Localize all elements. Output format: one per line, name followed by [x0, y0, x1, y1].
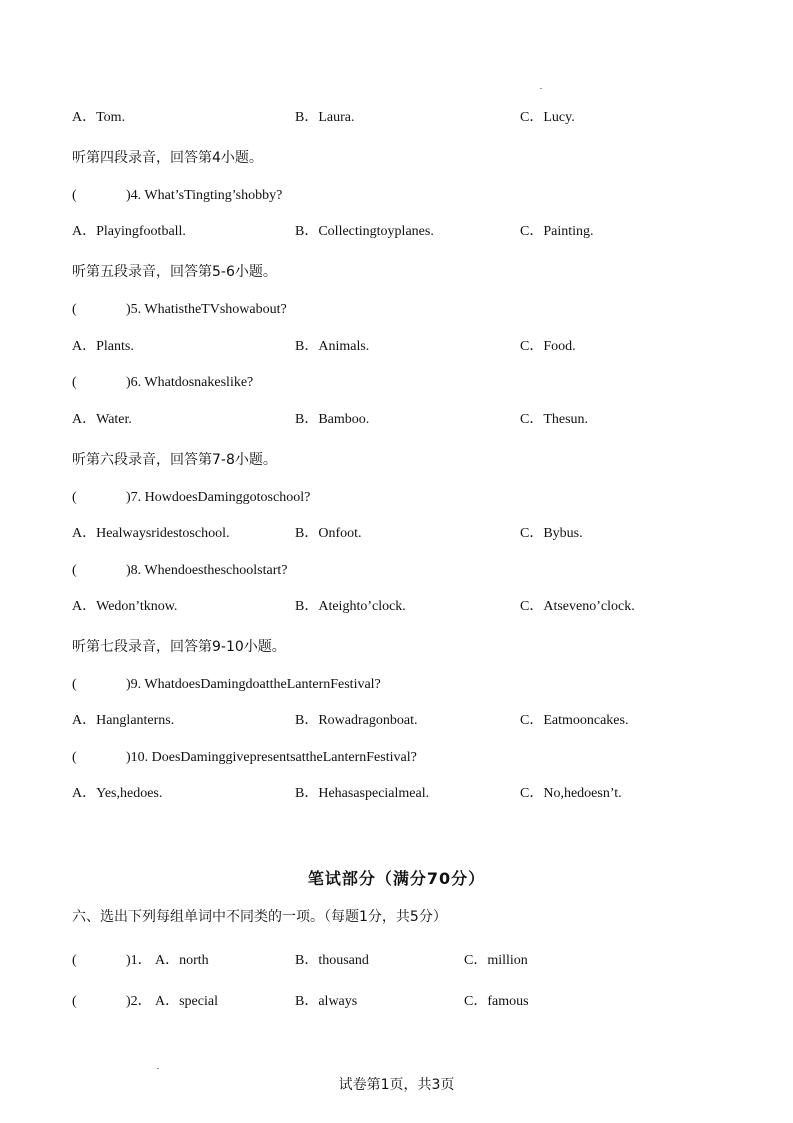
option-a[interactable]: A．Plants.	[72, 339, 134, 354]
section-heading: 听第七段录音，回答第9-10小题。	[72, 639, 286, 655]
option-a[interactable]: A．Healwaysridestoschool.	[72, 526, 230, 541]
option-a[interactable]: A．Tom.	[72, 110, 126, 125]
question-number: )1．	[126, 953, 152, 968]
question-text: )8. Whendoestheschoolstart?	[126, 563, 288, 578]
option-c[interactable]: C．Eatmooncakes.	[520, 713, 629, 728]
written-section-title: 笔试部分（满分70分）	[307, 869, 486, 888]
q5-options	[0, 337, 793, 357]
option-a[interactable]: A．Hanglanterns.	[72, 713, 175, 728]
question-10	[0, 748, 793, 768]
word-c[interactable]: C．famous	[464, 994, 529, 1009]
section-heading: 听第四段录音，回答第4小题。	[72, 150, 263, 166]
question-text: )7. HowdoesDaminggotoschool?	[126, 490, 311, 505]
option-c[interactable]: C．Thesun.	[520, 412, 589, 427]
question-8	[0, 561, 793, 581]
answer-blank[interactable]: (	[72, 750, 77, 765]
option-c[interactable]: C．Food.	[520, 339, 576, 354]
option-b[interactable]: B．Ateighto’clock.	[295, 599, 406, 614]
question-text: )9. WhatdoesDamingdoattheLanternFestival?	[126, 677, 381, 692]
option-a[interactable]: A．Playingfootball.	[72, 224, 186, 239]
speck	[540, 88, 542, 89]
answer-blank[interactable]: (	[72, 490, 77, 505]
answer-blank[interactable]: (	[72, 375, 77, 390]
option-c[interactable]: C．No,hedoesn’t.	[520, 786, 622, 801]
option-b[interactable]: B．Laura.	[295, 110, 355, 125]
question-9	[0, 675, 793, 695]
part6-question-1	[0, 951, 793, 971]
word-c[interactable]: C．million	[464, 953, 528, 968]
word-b[interactable]: B．always	[295, 994, 358, 1009]
q6-options	[0, 410, 793, 430]
question-text: )10. DoesDaminggivepresentsattheLanternFestival?	[126, 750, 417, 765]
question-6	[0, 373, 793, 393]
q10-options	[0, 784, 793, 804]
option-c[interactable]: C．Lucy.	[520, 110, 575, 125]
option-b[interactable]: B．Bamboo.	[295, 412, 370, 427]
question-number: )2．	[126, 994, 152, 1009]
section-heading: 听第六段录音，回答第7-8小题。	[72, 452, 277, 468]
question-4	[0, 186, 793, 206]
answer-blank[interactable]: (	[72, 302, 77, 317]
option-b[interactable]: B．Rowadragonboat.	[295, 713, 418, 728]
q4-options	[0, 222, 793, 242]
option-a[interactable]: A．Wedon’tknow.	[72, 599, 178, 614]
q8-options	[0, 597, 793, 617]
question-7	[0, 488, 793, 508]
option-b[interactable]: B．Hehasaspecialmeal.	[295, 786, 430, 801]
option-b[interactable]: B．Animals.	[295, 339, 370, 354]
question-text: )4. What’sTingting’shobby?	[126, 188, 283, 203]
q3-options	[0, 108, 793, 128]
question-5	[0, 300, 793, 320]
answer-blank[interactable]: (	[72, 188, 77, 203]
q9-options	[0, 711, 793, 731]
section-heading: 听第五段录音，回答第5-6小题。	[72, 264, 277, 280]
question-text: )6. Whatdosnakeslike?	[126, 375, 254, 390]
option-b[interactable]: B．Onfoot.	[295, 526, 362, 541]
option-a[interactable]: A．Water.	[72, 412, 132, 427]
question-text: )5. WhatistheTVshowabout?	[126, 302, 287, 317]
option-b[interactable]: B．Collectingtoyplanes.	[295, 224, 434, 239]
q7-options	[0, 524, 793, 544]
word-a[interactable]: A．special	[155, 994, 218, 1009]
option-c[interactable]: C．Atseveno’clock.	[520, 599, 635, 614]
part-six-instruction: 六、选出下列每组单词中不同类的一项。（每题1分，共5分）	[72, 909, 447, 925]
answer-blank[interactable]: (	[72, 677, 77, 692]
speck	[157, 1068, 159, 1069]
answer-blank[interactable]: (	[72, 994, 77, 1009]
word-b[interactable]: B．thousand	[295, 953, 369, 968]
word-a[interactable]: A．north	[155, 953, 209, 968]
answer-blank[interactable]: (	[72, 953, 77, 968]
part6-question-2	[0, 992, 793, 1012]
option-a[interactable]: A．Yes,hedoes.	[72, 786, 163, 801]
option-c[interactable]: C．Bybus.	[520, 526, 583, 541]
page-footer: 试卷第1页，共3页	[338, 1077, 455, 1093]
answer-blank[interactable]: (	[72, 563, 77, 578]
option-c[interactable]: C．Painting.	[520, 224, 594, 239]
